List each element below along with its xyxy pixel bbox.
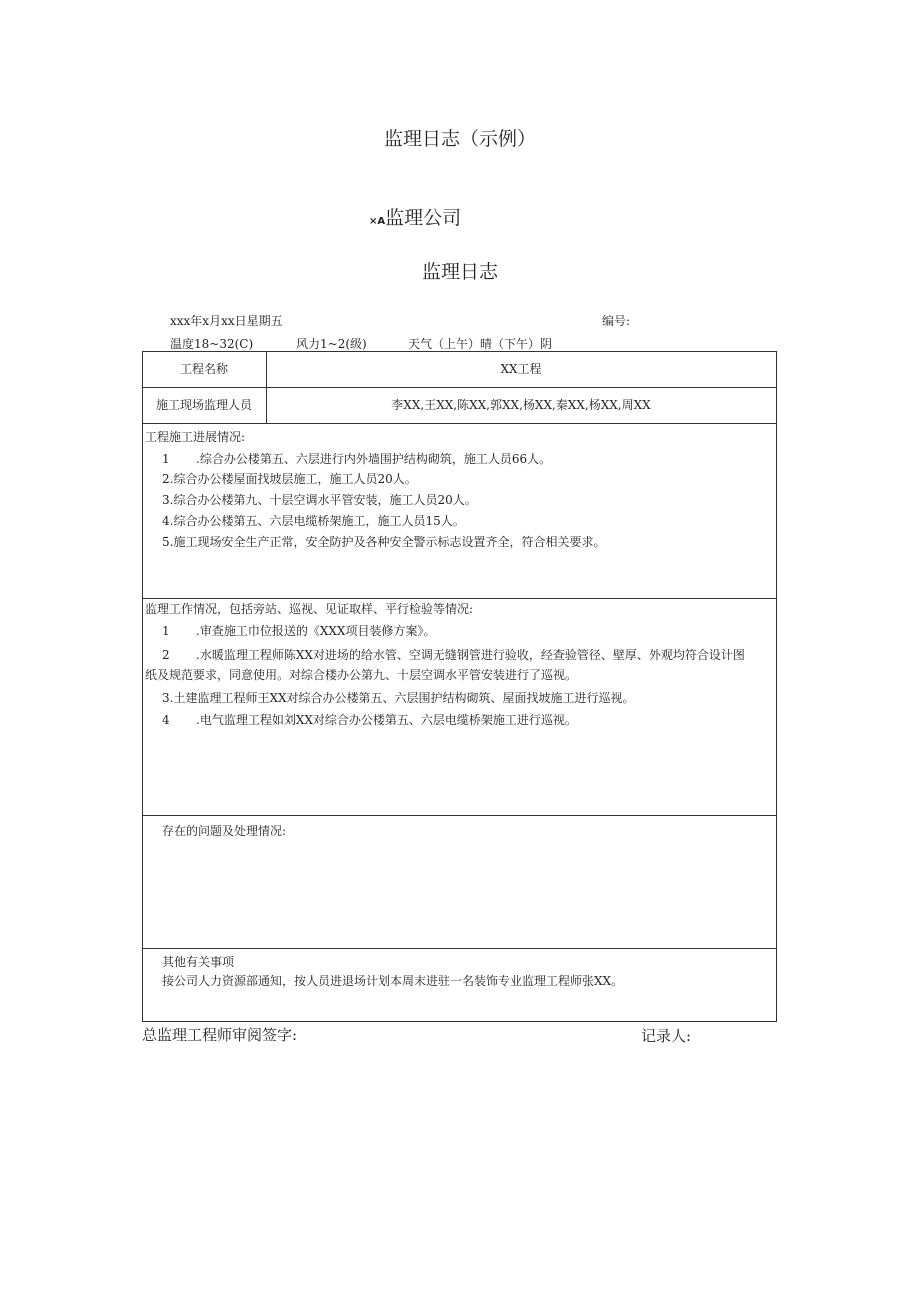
- staff-label: 施工现场监理人员: [155, 398, 252, 412]
- document-title: 监理日志（示例）: [384, 128, 537, 150]
- progress-item: 5.施工现场安全生产正常，安全防护及各种安全警示标志设置齐全，符合相关要求。: [162, 535, 606, 549]
- problems-heading: 存在的问题及处理情况:: [162, 824, 287, 838]
- supervision-item: 1 .审查施工巾位报送的《XXX项目装修方案》。: [162, 624, 436, 638]
- chief-engineer-signature-label: 总监理工程师审阅签字:: [142, 1026, 298, 1044]
- log-date: xxx年x月xx日星期五: [170, 314, 283, 328]
- progress-item: 1 .综合办公楼第五、六层进行内外墙围护结构砌筑，施工人员66人。: [162, 452, 552, 466]
- row-divider: [142, 815, 776, 816]
- supervision-heading: 监理工作情况，包括旁站、巡视、见证取样、平行检验等情况:: [145, 602, 474, 616]
- row-divider: [142, 948, 776, 949]
- supervision-item: 3.土建监理工程师王XX对综合办公楼第五、六层围护结构砌筑、屋面找坡施工进行巡视。: [162, 691, 635, 705]
- weather: 天气（上午）晴（下午）阴: [408, 337, 553, 351]
- company-label: 监理公司: [385, 207, 462, 229]
- company-name: [369, 203, 461, 230]
- other-text: 接公司人力资源部通知，按人员进退场计划本周末进驻一名装饰专业监理工程师张XX。: [162, 974, 624, 988]
- staff-value: 李XX,王XX,陈XX,郭XX,杨XX,秦XX,杨XX,周XX: [391, 398, 651, 412]
- project-name-label: 工程名称: [179, 362, 228, 376]
- log-title: 监理日志: [422, 261, 499, 283]
- progress-item: 3.综合办公楼第九、十层空调水平管安装，施工人员20人。: [162, 493, 477, 507]
- recorder-label: 记录人:: [641, 1027, 692, 1045]
- supervision-item: 2 .水暖监理工程师陈XX对进场的给水管、空调无缝钢管进行验收，经查验管径、壁厚、外观均符合设计图: [162, 648, 745, 662]
- progress-item: 4.综合办公楼第五、六层电缆桥架施工，施工人员15人。: [162, 514, 465, 528]
- supervision-item-continued: 纸及规范要求，同意使用。对综合楼办公第九、十层空调水平管安装进行了巡视。: [145, 668, 578, 682]
- row-divider: [142, 423, 776, 424]
- other-heading: 其他有关事项: [162, 955, 235, 969]
- temperature: 温度18~32(C): [170, 337, 254, 351]
- wind-level: 风力1~2(级): [296, 337, 367, 351]
- number-label: 编号:: [602, 314, 631, 328]
- company-prefix: ×A: [369, 216, 386, 227]
- supervision-item: 4 .电气监理工程如刘XX对综合办公楼第五、六层电缆桥架施工进行巡视。: [162, 713, 577, 727]
- project-name-value: XX工程: [500, 362, 542, 376]
- progress-item: 2.综合办公楼屋面找坡层施工，施工人员20人。: [162, 472, 417, 486]
- progress-heading: 工程施工进展情况:: [145, 430, 246, 444]
